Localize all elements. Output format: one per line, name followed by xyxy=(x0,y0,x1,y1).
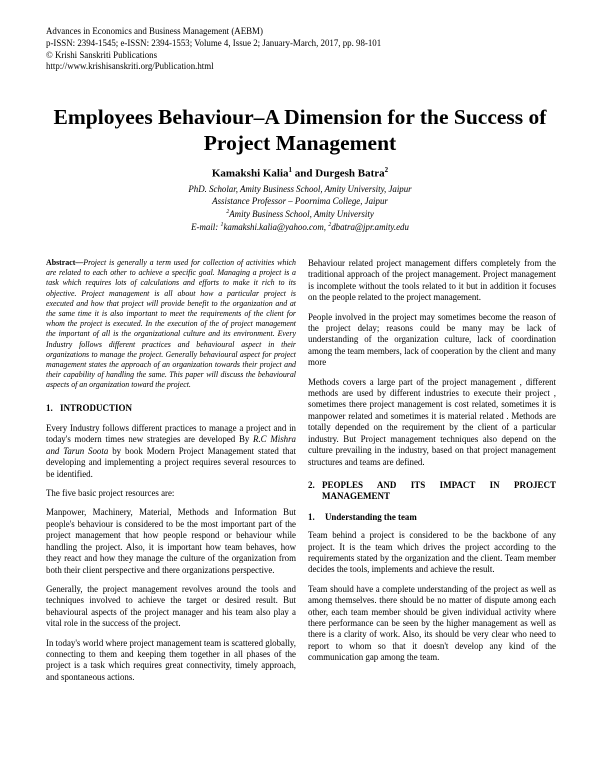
right-column xyxy=(308,258,556,672)
journal-header xyxy=(46,26,381,73)
intro-paragraph-5: In today's world where project management team is scattered globally, connecting to them and keeping them together in all phases of the project is a task which requires great connectivity, timely approach, and spontaneous actions. xyxy=(46,637,296,682)
intro-paragraph-4: Generally, the project management revolves around the tools and techniques involved to achieve the target or desired result. But behavioural aspects of the project manager and his team also play a vital role in the success of the project. xyxy=(46,583,296,629)
affiliation-3 xyxy=(0,207,600,220)
intro-paragraph-1 xyxy=(46,423,296,480)
intro-paragraph-3: Manpower, Machinery, Material, Methods and Information But people's behaviour is considered to be the most important part of the project management that how people respond or behaviour while handling the project. Also, it is important how team behaves, how they react and how they manage the culture of the organization from both their client perspective and there organizations perspective. xyxy=(46,507,296,575)
subsection-number: 1. xyxy=(308,511,315,522)
email-2[interactable]: dbatra@jpr.amity.edu xyxy=(331,222,409,233)
abstract xyxy=(46,258,296,391)
intro-p1-end: by book Modern Project Management stated that developing and implementing a project requires several resources to be identified. xyxy=(46,445,296,479)
right-paragraph-1: Behaviour related project management differs completely from the traditional approach of the project management. Project management is incomplete without the tools related to it but in addition it focuses on the people related to the project management. xyxy=(308,258,556,303)
journal-name: Advances in Economics and Business Management (AEBM) xyxy=(46,26,263,36)
section-1-number: 1. xyxy=(46,402,53,413)
author-2: Durgesh Batra xyxy=(315,167,385,180)
section-2-number: 2. xyxy=(308,479,315,490)
left-column xyxy=(46,258,296,691)
right-paragraph-3: Methods covers a large part of the project management , different methods are used by different industries to execute their project , sometimes there project management is cost related, sometimes it is manpower related and sometimes it is material related . Methods are totally depended on the requirement by the client of a particular industry. But Project management techniques also depend on the culture prevailing in the industry, based on that project management structures and teams are defined. xyxy=(308,376,556,467)
abstract-label: Abstract— xyxy=(46,258,84,267)
authors xyxy=(0,166,600,180)
email-1[interactable]: kamakshi.kalia@yahoo.com, xyxy=(223,222,329,233)
journal-url[interactable]: http://www.krishisanskriti.org/Publication.html xyxy=(46,61,214,72)
affiliations xyxy=(0,184,600,234)
email-1-sup: 1 xyxy=(220,222,224,229)
intro-paragraph-2: The five basic project resources are: xyxy=(46,488,175,499)
section-2-heading xyxy=(308,480,556,503)
affiliation-1: PhD. Scholar, Amity Business School, Amity University, Jaipur xyxy=(188,184,412,194)
section-2-title: PEOPLES AND ITS IMPACT IN PROJECT MANAGEMENT xyxy=(322,479,556,502)
section-1-title: INTRODUCTION xyxy=(60,402,133,413)
team-paragraph-1: Team behind a project is considered to be the backbone of any project. It is the team which drives the project according to the requirements stated by the organization and the client. Team member decides the tools, implements and achieve the result. xyxy=(308,530,556,575)
right-paragraph-2: People involved in the project may sometimes become the reason of the project delay; reasons could be many may be lack of understanding of the organization culture, lack of coordination among the team members, lack of cooperation by the client and many more xyxy=(308,311,556,368)
team-paragraph-2: Team should have a complete understanding of the project as well as among themselves. there should be no matter of dispute among each other, each team member should be given individual activity where there performance can be seen by the higher management as well as there is a clarity of work. Also, its should be very clear who need to report to whom so that it doesn't develop any kind of the communication gap among the team. xyxy=(308,583,556,663)
paper-title: Employees Behaviour–A Dimension for the Success of Project Management xyxy=(53,105,547,155)
journal-publisher: © Krishi Sanskriti Publications xyxy=(46,49,158,60)
author-2-sup: 2 xyxy=(384,166,389,174)
intro-p1-authors: R.C Mishra and Tarun Soota xyxy=(46,434,296,456)
email-prefix: E-mail: xyxy=(191,222,221,233)
email-line xyxy=(0,220,600,233)
subsection-heading xyxy=(308,512,556,523)
intro-p1-start: Every Industry follows different practices to manage a project and in today's modern times new strategies are developed By xyxy=(46,423,296,445)
email-2-sup: 2 xyxy=(328,222,332,229)
affiliation-3-text: Amity Business School, Amity University xyxy=(229,208,374,219)
abstract-text: Project is generally a term used for collection of activities which are related to each other to achieve a specific goal. Managing a project is a task which requires lots of calculations and efforts to make it rich to its objective. Project management is all about how a particular project is executed and how that project will provide benefit to the organization and at the same time it is also important to meet the requirements of the client for whom the project is executed. In the execution of the of project management the important of all is the organizational culture and its environment. Every Industry follows different practices and behavioural aspect in their organizations to manage the project. Generally behavioural aspect for project management states the approach of an organization towards their project and their capability of handling the same. This paper will discuss the behavioural aspects of an organization toward the project. xyxy=(46,258,296,390)
author-1: Kamakshi Kalia xyxy=(211,167,289,180)
section-1-heading xyxy=(46,403,296,414)
journal-issn: p-ISSN: 2394-1545; e-ISSN: 2394-1553; Volume 4, Issue 2; January-March, 2017, pp. 98-101 xyxy=(46,37,382,48)
subsection-title: Understanding the team xyxy=(325,511,417,522)
affiliation-3-sup: 2 xyxy=(226,209,230,215)
author-1-sup: 1 xyxy=(288,166,293,174)
author-and: and xyxy=(292,167,316,180)
affiliation-2: Assistance Professor – Poornima College, Jaipur xyxy=(212,195,388,206)
